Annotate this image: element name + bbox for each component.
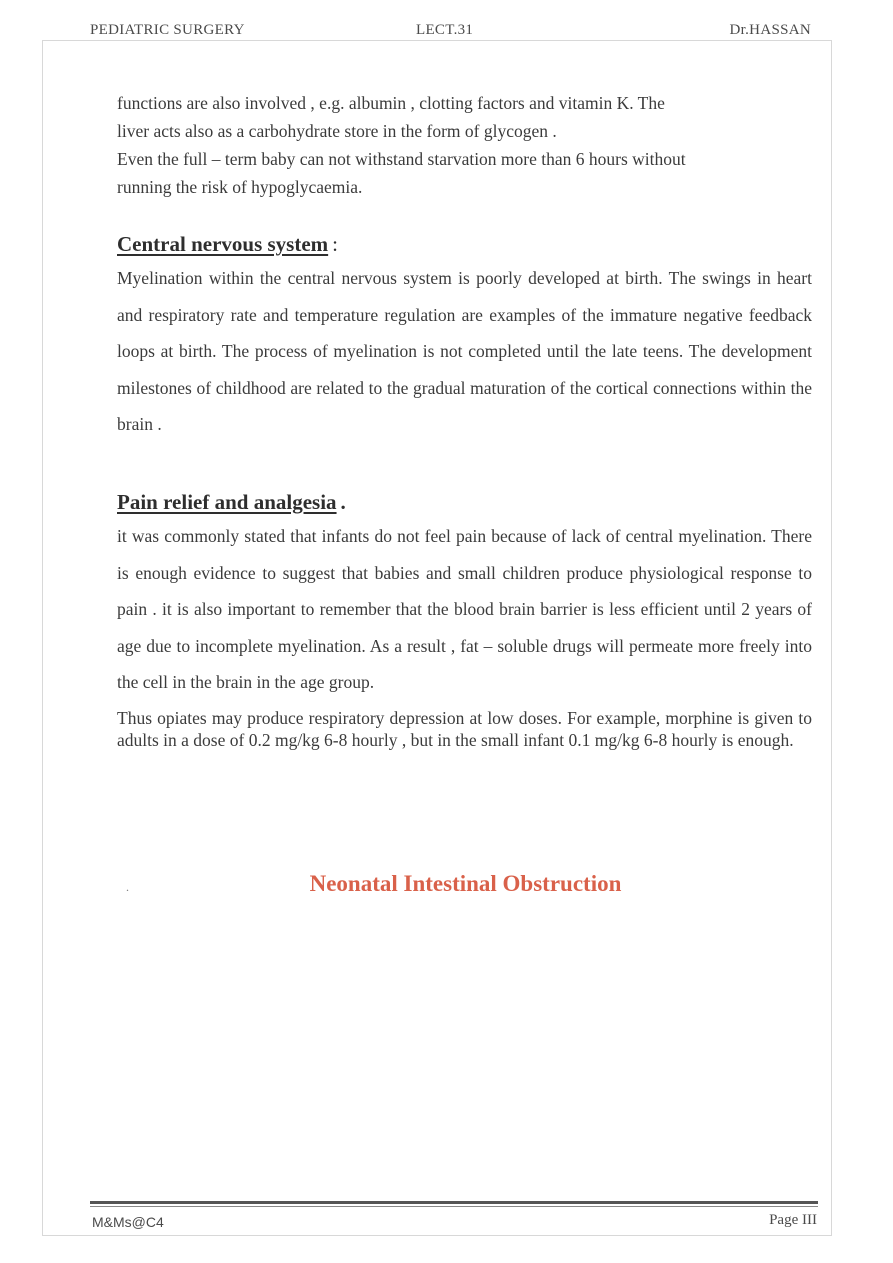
section-heading-cns [117, 232, 812, 257]
intro-line: liver acts also as a carbohydrate store in the form of glycogen . [117, 121, 557, 141]
intro-line: functions are also involved , e.g. albumin , clotting factors and vitamin K. The [117, 93, 665, 113]
intro-line: running the risk of hypoglycaemia. [117, 177, 363, 197]
section-heading-pain [117, 490, 812, 515]
pain-section [117, 490, 812, 751]
heading-text: Central nervous system [117, 232, 329, 256]
footer-divider-thin [90, 1206, 818, 1207]
heading-text: Pain relief and analgesia [117, 490, 337, 514]
page-number: Page III [769, 1212, 817, 1228]
header-course: PEDIATRIC SURGERY [90, 22, 245, 38]
heading-suffix: . [340, 490, 346, 514]
header-author: Dr.HASSAN [729, 22, 811, 38]
header-lecture: LECT.31 [416, 22, 474, 38]
stray-mark: . [126, 880, 129, 894]
next-section-title: Neonatal Intestinal Obstruction [309, 871, 622, 896]
footer-source: M&Ms@C4 [92, 1214, 164, 1230]
pain-paragraph: Thus opiates may produce respiratory depression at low doses. For example, morphine is given to adults in a dose of 0.2 mg/kg 6-8 hourly , but in the small infant 0.1 mg/kg 6-8 hourly is enough. [117, 707, 812, 750]
intro-block [117, 89, 812, 201]
cns-section [117, 232, 812, 443]
cns-paragraph: Myelination within the central nervous system is poorly developed at birth. The swings in heart and respiratory rate and temperature regulation are examples of the immature negative feedback loops at birth. The process of myelination is not completed until the late teens. The development milestones of childhood are related to the gradual maturation of the cortical connections within the brain . [117, 268, 812, 434]
heading-suffix: : [332, 232, 338, 256]
pain-paragraph: it was commonly stated that infants do not feel pain because of lack of central myelination. There is enough evidence to suggest that babies and small children produce physiological response to pain . it is also important to remember that the blood brain barrier is less efficient until 2 years of age due to incomplete myelination. As a result , fat – soluble drugs will permeate more freely into the cell in the brain in the age group. [117, 526, 812, 692]
intro-line: Even the full – term baby can not withstand starvation more than 6 hours without [117, 149, 686, 169]
footer-divider [90, 1201, 818, 1204]
